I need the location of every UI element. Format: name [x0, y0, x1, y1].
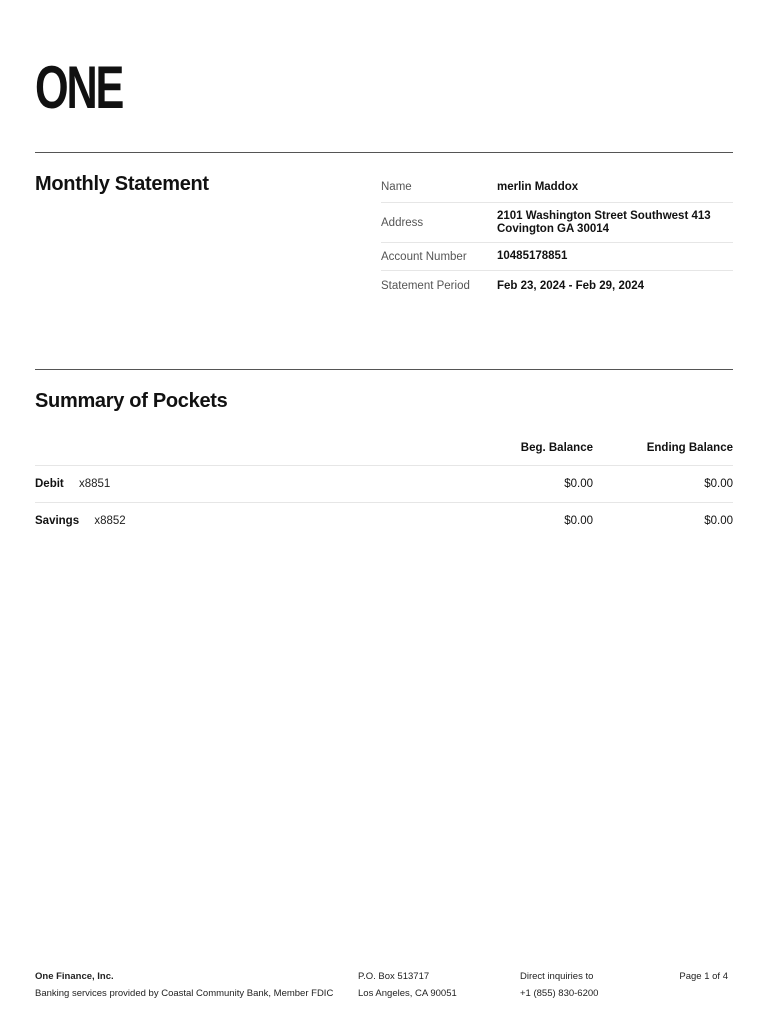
column-header-ending-balance: Ending Balance [646, 441, 733, 454]
info-label: Name [381, 181, 412, 193]
pocket-name: Debit [35, 478, 64, 490]
customer-address [497, 210, 733, 236]
pockets-title: Summary of Pockets [35, 390, 228, 412]
beg-balance: $0.00 [564, 478, 593, 490]
info-row-address [381, 203, 733, 243]
ending-balance: $0.00 [704, 478, 733, 490]
footer-phone: +1 (855) 830-6200 [520, 988, 599, 999]
statement-title: Monthly Statement [35, 173, 209, 195]
table-row [35, 466, 733, 503]
customer-name: merlin Maddox [497, 180, 579, 193]
pocket-name: Savings [35, 515, 80, 527]
info-label: Statement Period [381, 280, 470, 292]
pockets-table [35, 430, 733, 539]
divider [35, 152, 733, 153]
pocket-account: x8851 [78, 478, 111, 490]
statement-period: Feb 23, 2024 - Feb 29, 2024 [497, 279, 645, 292]
address-line-2: Covington GA 30014 [497, 222, 610, 235]
info-label: Address [381, 216, 424, 229]
footer-inquiries-label: Direct inquiries to [520, 971, 594, 982]
divider [35, 369, 733, 370]
beg-balance: $0.00 [564, 515, 593, 527]
page-number: Page 1 of 4 [679, 971, 728, 982]
footer-company: One Finance, Inc. [35, 971, 114, 982]
account-info-table [381, 172, 733, 301]
brand-logo: ONE [35, 54, 123, 121]
info-row-name [381, 172, 733, 203]
table-row [35, 503, 733, 539]
column-header-beg-balance: Beg. Balance [520, 441, 593, 454]
info-row-statement-period [381, 271, 733, 301]
info-label: Account Number [381, 250, 467, 263]
table-header [35, 430, 733, 466]
account-number: 10485178851 [497, 250, 568, 262]
pocket-account: x8852 [94, 515, 126, 527]
footer-banking-note: Banking services provided by Coastal Community Bank, Member FDIC [35, 988, 334, 999]
footer-po-box: P.O. Box 513717 [358, 971, 430, 982]
ending-balance: $0.00 [704, 515, 733, 527]
info-row-account-number [381, 243, 733, 271]
footer-city: Los Angeles, CA 90051 [358, 988, 457, 999]
footer [35, 968, 733, 1008]
address-line-1: 2101 Washington Street Southwest 413 [497, 209, 711, 222]
